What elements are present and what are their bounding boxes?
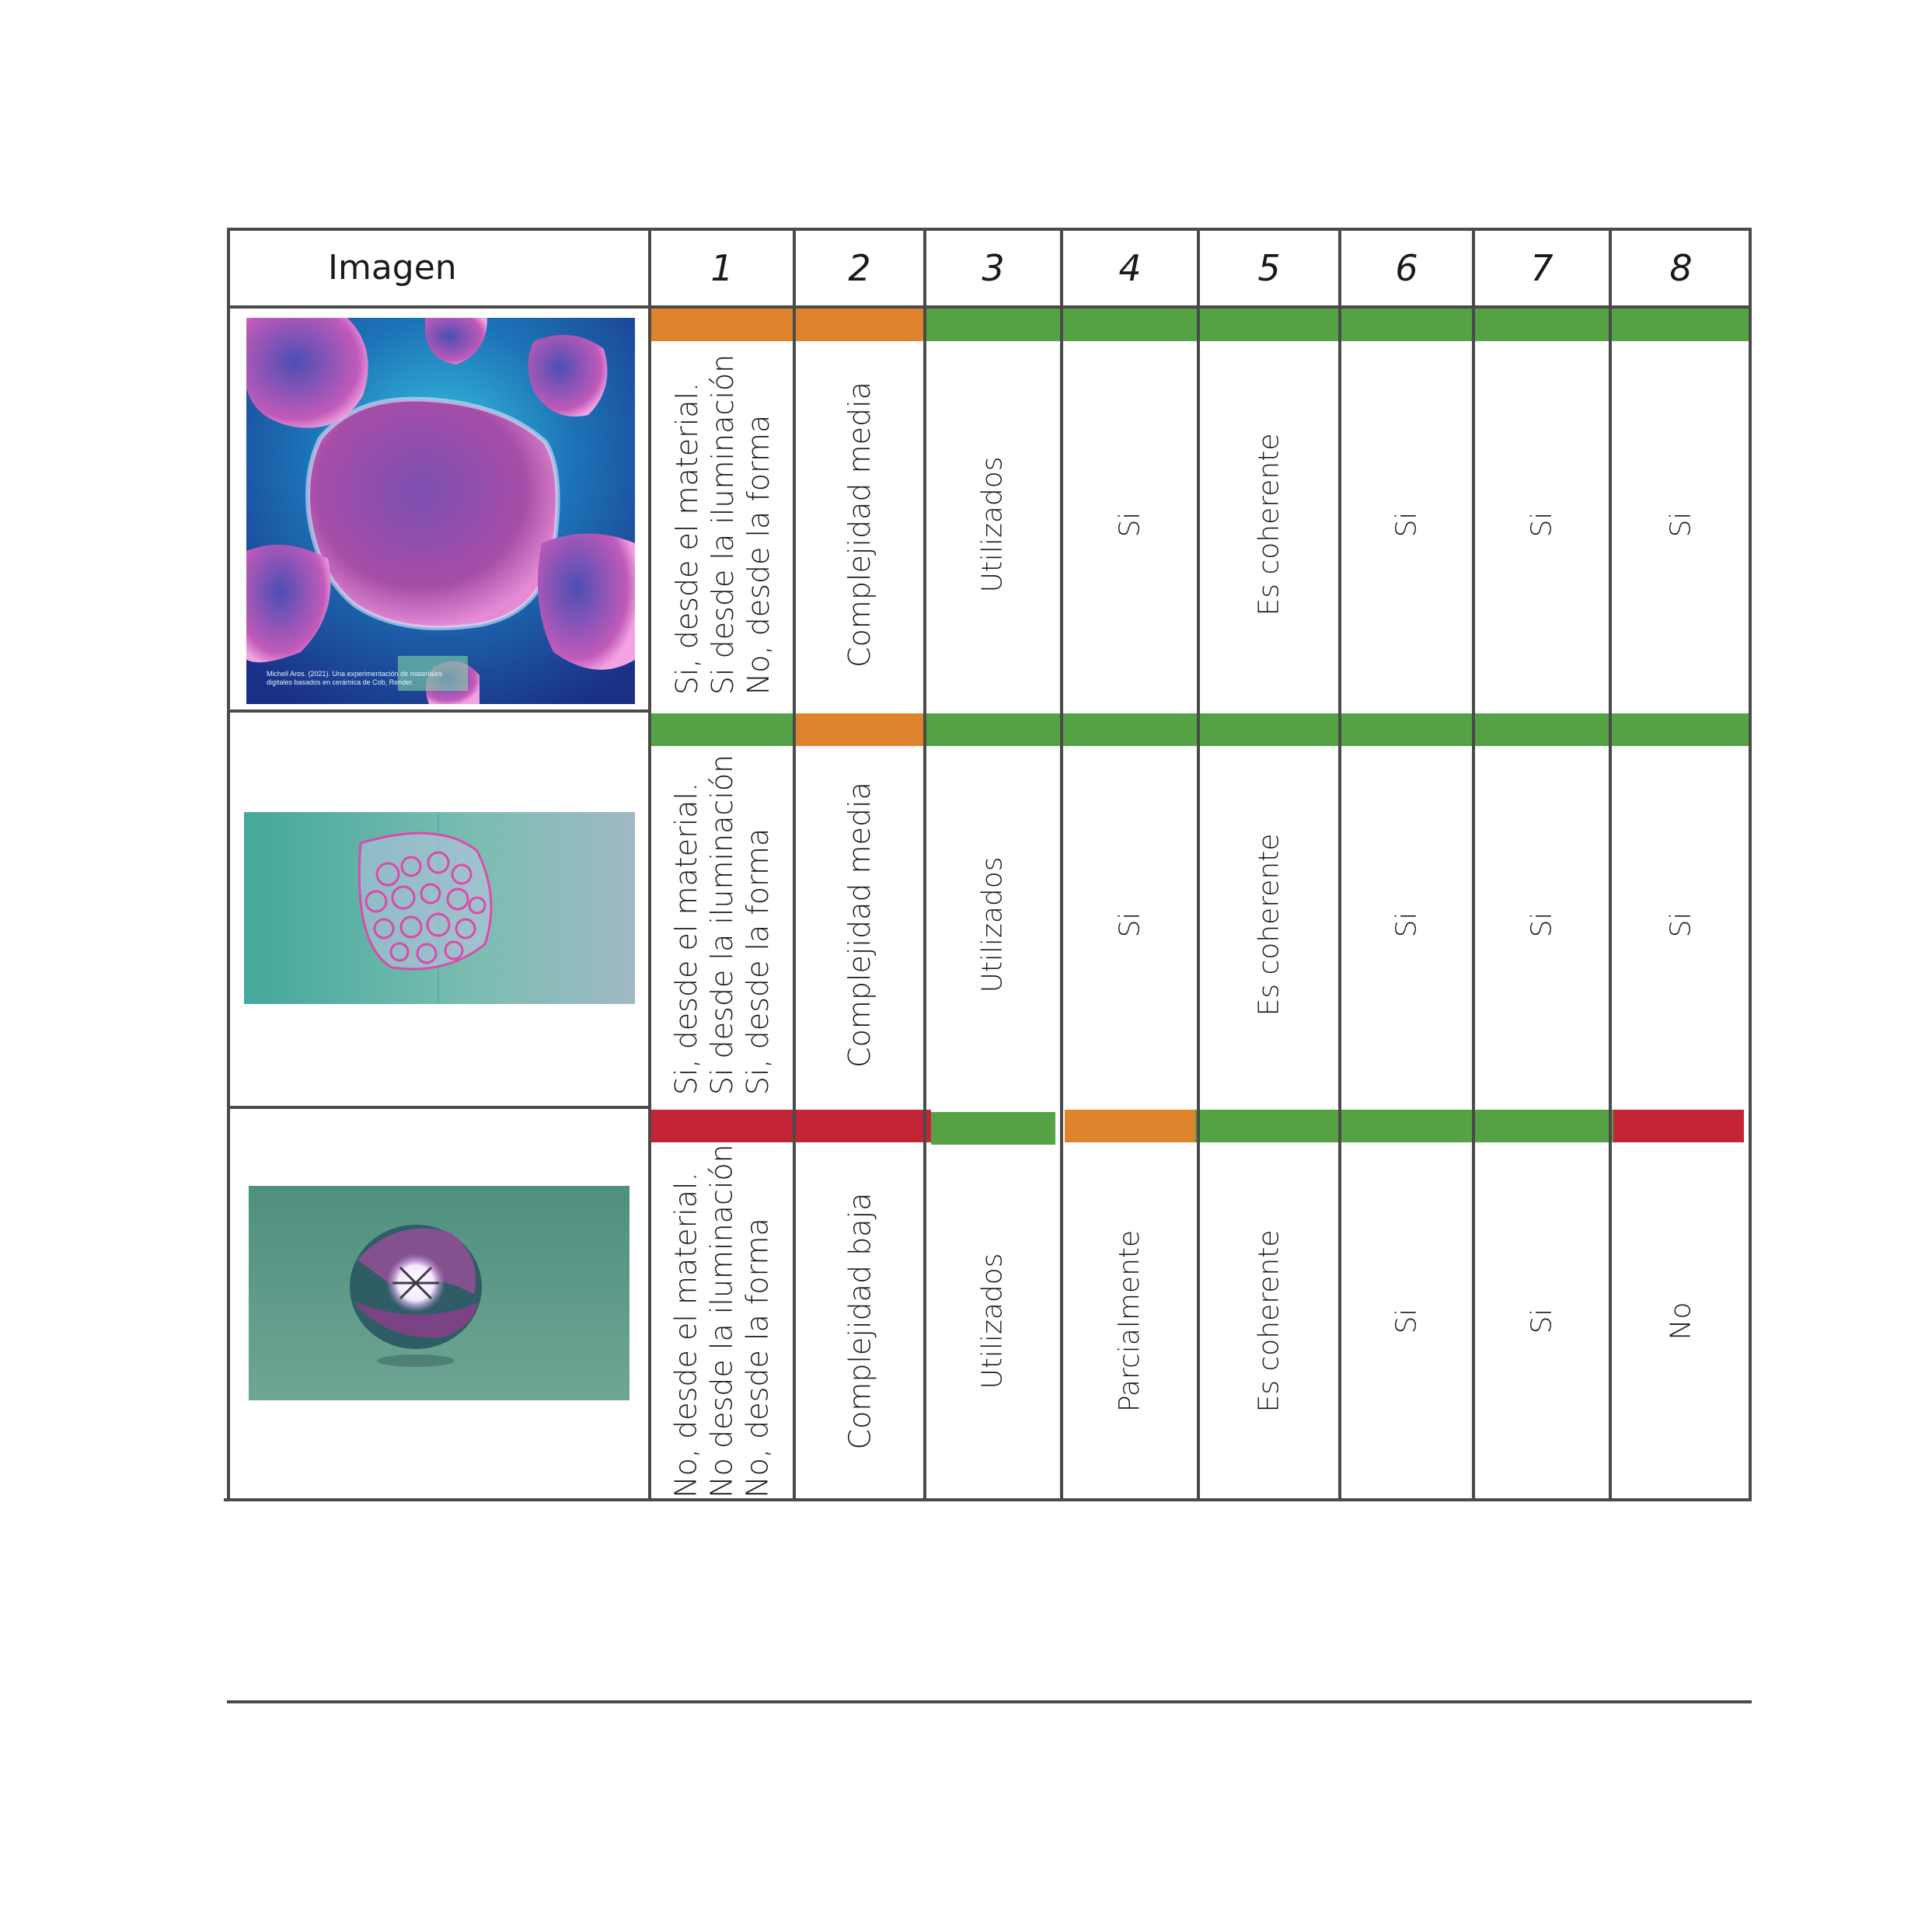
grid-line	[1472, 228, 1475, 1501]
grid-line	[224, 1498, 1752, 1501]
evaluation-table	[227, 228, 1752, 1502]
grid-line	[227, 1106, 651, 1109]
cell-row2-col2: Complejidad media	[842, 782, 877, 1068]
cell-row1-col4: Si	[1113, 511, 1146, 538]
cell-row1-col6: Si	[1390, 511, 1422, 538]
cell-row2-col3: Utilizados	[977, 856, 1009, 993]
grid-line	[648, 228, 651, 1501]
grid-line	[227, 228, 1752, 231]
cell-row2-col5: Es coherente	[1253, 833, 1285, 1016]
header-col-1: 1	[710, 246, 734, 289]
status-bar-row3-col1-2	[650, 1110, 931, 1142]
grid-line	[1197, 228, 1200, 1501]
cell-row1-col8: Si	[1664, 511, 1697, 538]
status-bar-row1-col2	[794, 309, 925, 341]
render-image-pink-lattice	[244, 812, 635, 1004]
header-col-5: 5	[1257, 246, 1281, 289]
cell-row1-col5: Es coherente	[1253, 433, 1285, 616]
cell-row3-col1: No, desde el material. No desde la iluminación No, desde la forma	[669, 1144, 776, 1498]
cell-row2-col8: Si	[1664, 912, 1697, 938]
cell-row2-col4: Si	[1113, 912, 1146, 938]
cell-row1-col2: Complejidad media	[842, 382, 877, 668]
render-image-blue-cells	[246, 318, 635, 704]
grid-line	[1060, 228, 1063, 1501]
grid-line	[1338, 228, 1341, 1501]
render-image-glowing-sphere	[249, 1186, 629, 1400]
cell-row1-col7: Si	[1525, 511, 1557, 538]
grid-line	[923, 228, 926, 1501]
cell-row1-col3: Utilizados	[977, 456, 1009, 593]
status-bar-row2-col1	[650, 713, 794, 746]
status-bar-row3-col8	[1613, 1110, 1744, 1142]
grid-line	[1749, 228, 1752, 1501]
grid-line	[227, 305, 1752, 309]
cell-row3-col7: Si	[1525, 1308, 1557, 1334]
header-col-2: 2	[848, 246, 871, 289]
cell-row3-col2: Complejidad baja	[842, 1192, 877, 1450]
status-bar-row3-col3	[931, 1112, 1055, 1145]
status-bar-row3-col4	[1065, 1110, 1195, 1142]
header-col-3: 3	[982, 246, 1005, 289]
cell-row3-col4: Parcialmente	[1114, 1229, 1146, 1413]
grid-line	[227, 228, 230, 1501]
status-bar-row3-col5-7	[1195, 1110, 1613, 1142]
cell-row2-col7: Si	[1525, 912, 1557, 938]
cell-row3-col6: Si	[1390, 1308, 1422, 1334]
cell-row1-col1: Si, desde el material. Si desde la iluminación No, desde la forma	[670, 354, 776, 696]
grid-line	[227, 709, 651, 713]
cell-row2-col1: Si, desde el material. Si desde la iluminación Si, desde la forma	[669, 754, 776, 1096]
status-bar-row2-col2	[794, 713, 925, 746]
cell-row3-col3: Utilizados	[977, 1253, 1009, 1389]
image-caption: Michell Aros. (2021). Una experimentación de materiales digitales basados en cerámica de Cob, Render.	[267, 670, 443, 686]
cell-row3-col8: No	[1665, 1302, 1697, 1341]
header-col-7: 7	[1530, 246, 1554, 289]
header-col-4: 4	[1118, 246, 1142, 289]
header-col-6: 6	[1395, 246, 1418, 289]
cell-row2-col6: Si	[1390, 912, 1422, 938]
status-bar-row1-col1	[651, 309, 794, 341]
grid-line	[1609, 228, 1612, 1501]
header-col-8: 8	[1669, 246, 1693, 289]
cell-row3-col5: Es coherente	[1253, 1229, 1285, 1413]
header-imagen: Imagen	[328, 248, 457, 288]
grid-line	[793, 228, 796, 1501]
bottom-divider	[227, 1700, 1752, 1703]
